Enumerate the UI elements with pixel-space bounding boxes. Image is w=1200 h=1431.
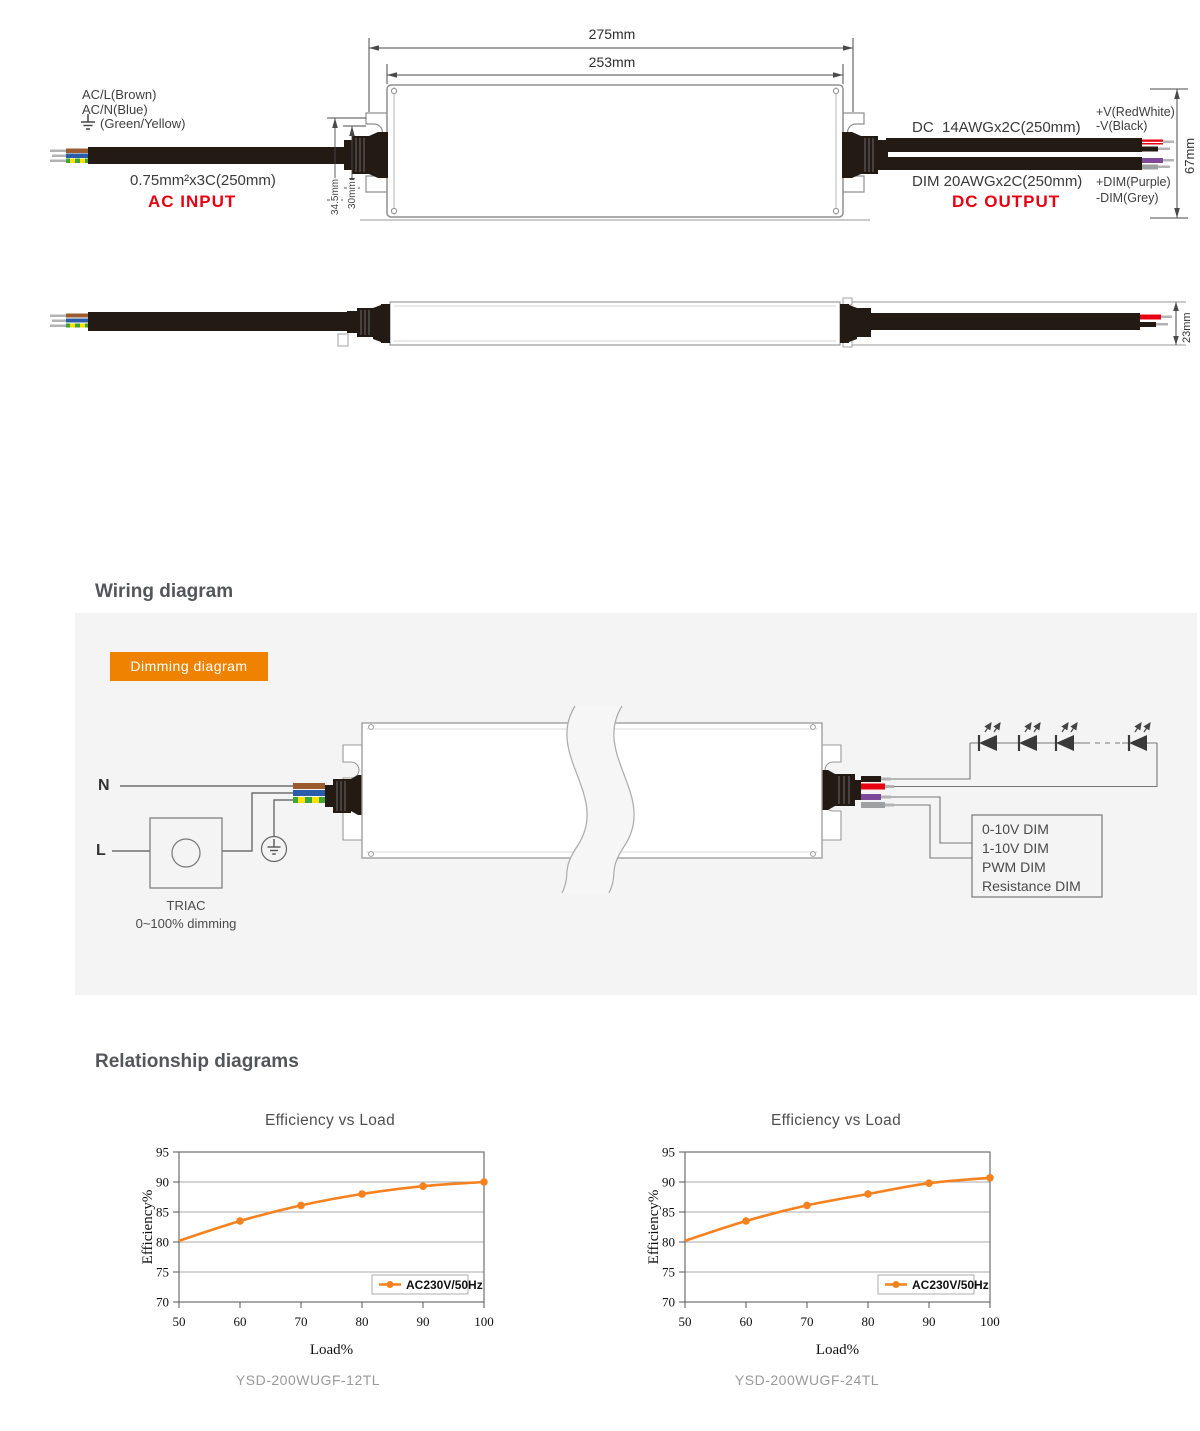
dc-cables-top: [886, 138, 1174, 170]
led-icon: [979, 723, 1000, 751]
dim-67-label: 67mm: [1182, 137, 1197, 174]
model-label-left: YSD-200WUGF-12TL: [235, 1372, 381, 1388]
svg-text:75: 75: [156, 1264, 169, 1280]
gland-right-side: [840, 304, 871, 343]
ac-wire-l-label: AC/L(Brown): [82, 87, 157, 102]
cable-gland-left: [344, 132, 388, 178]
svg-text:Load%: Load%: [309, 1342, 354, 1358]
wiring-gland-right: [818, 770, 861, 810]
ac-input-label: AC INPUT: [148, 192, 237, 211]
dc-cable-spec-label: DC 14AWGx2C(250mm): [912, 119, 1081, 136]
svg-text:80: 80: [861, 1314, 875, 1329]
svg-text:100: 100: [980, 1314, 1000, 1329]
mechanical-drawing-graphics: [0, 0, 1200, 480]
dim-253-label: 253mm: [588, 54, 636, 70]
ac-wire-gnd-label: (Green/Yellow): [100, 116, 186, 131]
dc-output-label: DC OUTPUT: [952, 192, 1061, 211]
svg-text:95: 95: [156, 1144, 169, 1160]
wiring-ac-wires: [293, 783, 325, 803]
dim-option: Resistance DIM: [982, 878, 1081, 894]
cable-gland-right: [842, 132, 888, 178]
gland-left-side: [347, 304, 390, 343]
triac-box: [150, 818, 222, 888]
svg-text:Efficiency%: Efficiency%: [646, 1189, 662, 1265]
dimming-diagram-badge: Dimming diagram: [110, 652, 268, 681]
led-icon: [1129, 723, 1150, 751]
wiring-output-wires: [861, 776, 894, 808]
driver-body-top: [387, 85, 843, 217]
svg-text:AC230V/50Hz: AC230V/50Hz: [912, 1278, 989, 1292]
dim-23-label: 23mm: [1181, 312, 1193, 343]
svg-text:60: 60: [233, 1314, 247, 1329]
dc-wire-neg-label: -V(Black): [1096, 119, 1148, 133]
chart-title-left: Efficiency vs Load: [264, 1112, 396, 1129]
ac-wire-n-label: AC/N(Blue): [82, 102, 148, 117]
dim-option: PWM DIM: [982, 859, 1046, 875]
relationship-heading: Relationship diagrams: [95, 1051, 299, 1072]
svg-text:60: 60: [739, 1314, 753, 1329]
svg-text:Efficiency%: Efficiency%: [140, 1189, 156, 1265]
svg-text:70: 70: [294, 1314, 308, 1329]
ac-cable-side: [50, 312, 347, 331]
svg-text:AC230V/50Hz: AC230V/50Hz: [406, 1278, 483, 1292]
svg-text:90: 90: [662, 1174, 675, 1190]
svg-text:70: 70: [662, 1294, 675, 1310]
driver-body-side: [338, 298, 852, 347]
l-terminal-label: L: [96, 842, 106, 859]
dim-options-list: [982, 820, 1081, 896]
dc-wire-pos-label: +V(RedWhite): [1096, 105, 1175, 119]
dim-option: 0-10V DIM: [982, 821, 1049, 837]
svg-text:75: 75: [662, 1264, 675, 1280]
chart-title-right: Efficiency vs Load: [770, 1112, 902, 1129]
svg-text:80: 80: [156, 1234, 169, 1250]
wiring-heading: Wiring diagram: [95, 581, 234, 602]
svg-text:85: 85: [156, 1204, 169, 1220]
svg-text:70: 70: [156, 1294, 169, 1310]
svg-text:50: 50: [172, 1314, 186, 1329]
svg-text:90: 90: [922, 1314, 936, 1329]
svg-text:90: 90: [416, 1314, 430, 1329]
ac-cable-spec-label: 0.75mm²x3C(250mm): [130, 172, 276, 189]
ac-cable-top: [50, 147, 346, 164]
led-icon: [1056, 723, 1077, 751]
svg-text:50: 50: [678, 1314, 692, 1329]
svg-text:Load%: Load%: [815, 1342, 860, 1358]
model-label-right: YSD-200WUGF-24TL: [734, 1372, 880, 1388]
dc-cable-side: [868, 313, 1172, 330]
svg-text:70: 70: [800, 1314, 814, 1329]
svg-text:90: 90: [156, 1174, 169, 1190]
efficiency-chart-24v: [646, 1108, 1026, 1358]
n-terminal-label: N: [98, 777, 110, 794]
svg-text:80: 80: [355, 1314, 369, 1329]
dim-34-5-label: 34.5mm: [330, 178, 341, 215]
svg-text:100: 100: [474, 1314, 494, 1329]
dim-30-label: 30mm: [347, 181, 358, 209]
dim-275-label: 275mm: [588, 26, 636, 42]
wiring-driver-body: [362, 706, 822, 893]
triac-sub-label: 0~100% dimming: [135, 916, 237, 931]
svg-text:85: 85: [662, 1204, 675, 1220]
efficiency-chart-12v: [140, 1108, 520, 1358]
triac-label: TRIAC: [166, 898, 206, 913]
dim-option: 1-10V DIM: [982, 840, 1049, 856]
led-icon: [1019, 723, 1040, 751]
earth-symbol: [262, 837, 287, 862]
dim-wire-neg-label: -DIM(Grey): [1096, 191, 1159, 205]
svg-text:80: 80: [662, 1234, 675, 1250]
dim-cable-spec-label: DIM 20AWGx2C(250mm): [912, 173, 1083, 190]
dim-wire-pos-label: +DIM(Purple): [1096, 175, 1171, 189]
svg-text:95: 95: [662, 1144, 675, 1160]
